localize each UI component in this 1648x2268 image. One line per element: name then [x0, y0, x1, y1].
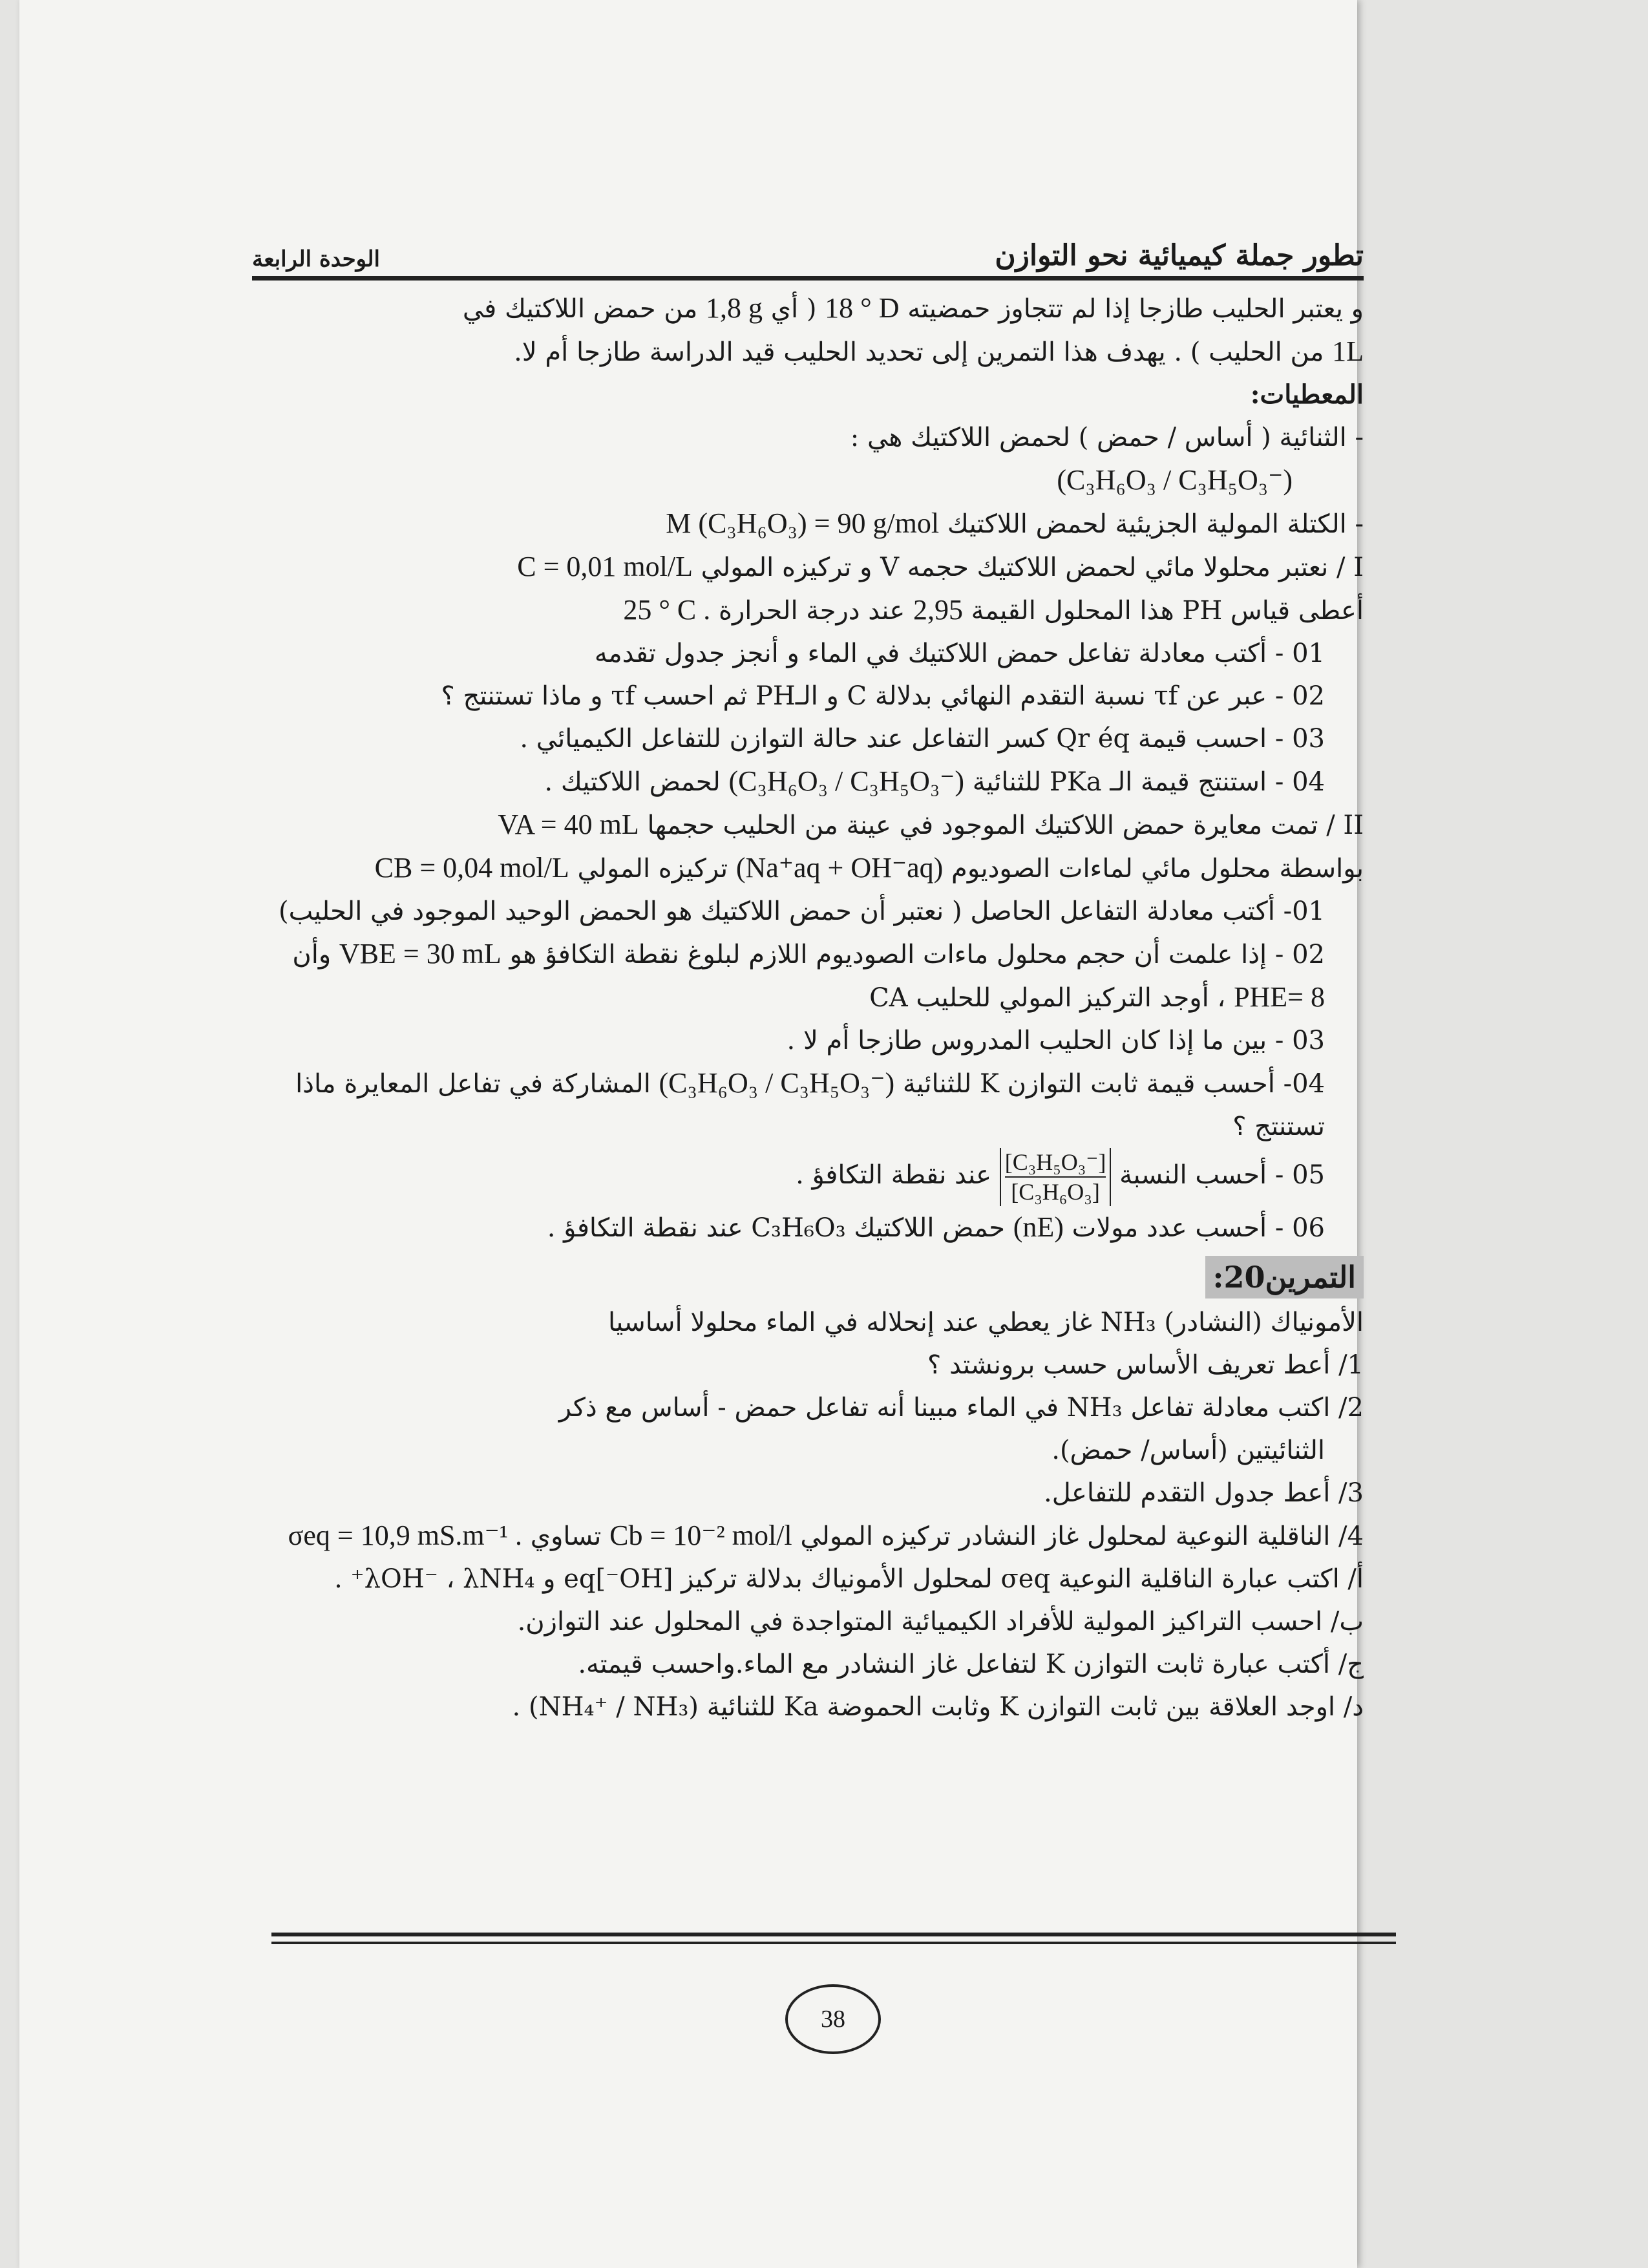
- part2-intro-2: بواسطة محلول مائي لماءات الصوديوم (Na⁺aq + OH⁻aq) تركيزه المولي CB = 0,04 mol/L: [374, 852, 1364, 884]
- part2-question-6: 06 - أحسب عدد مولات (nE) حمض اللاكتيك C₃H₆O₃ عند نقطة التكافؤ .: [547, 1211, 1325, 1243]
- part2-intro: II / تمت معايرة حمض اللاكتيك الموجود في عينة من الحليب حجمها VA = 40 mL: [498, 809, 1364, 840]
- part1-question-2: 02 - عبر عن τf نسبة التقدم النهائي بدلالة C و الـPH ثم احسب τf و ماذا تستنتج ؟: [441, 681, 1325, 711]
- exercise-20-intro: الأمونياك (النشادر) NH₃ غاز يعطي عند إنحلاله في الماء محلولا أساسيا: [608, 1308, 1364, 1337]
- givens-couple-formula: (C₃H₆O₃ / C₃H₅O₃⁻): [1057, 464, 1293, 496]
- document-page: [252, 213, 1364, 1728]
- exercise-20-q2: 2/ اكتب معادلة تفاعل NH₃ في الماء مبينا أنه تفاعل حمض - أساس مع ذكر: [558, 1393, 1364, 1423]
- givens-couple: - الثنائية ( أساس / حمض ) لحمض اللاكتيك هي :: [850, 423, 1364, 452]
- footer-rule-bottom: [271, 1942, 1396, 1944]
- part1-intro: I / نعتبر محلولا مائي لحمض اللاكتيك حجمه V و تركيزه المولي C = 0,01 mol/L: [517, 551, 1364, 582]
- intro-line-2: 1L من الحليب ) . يهدف هذا التمرين إلى تحديد الحليب قيد الدراسة طازجا أم لا.: [514, 335, 1364, 367]
- part2-question-5: 05 - أحسب النسبة $\frac{\text{[C₃H₅O₃⁻]}}{\text{[C₃H₆O₃]}}$ عند نقطة التكافؤ .: [796, 1149, 1325, 1205]
- exercise-20-q2-cont: الثنائيتين (أساس/ حمض).: [1051, 1436, 1325, 1465]
- part1-ph: أعطى قياس PH هذا المحلول القيمة 2,95 عند درجة الحرارة 25 ° C .: [623, 594, 1364, 626]
- header-rule: [252, 276, 1364, 281]
- document-body: [252, 287, 1364, 1728]
- exercise-20-qa: أ/ اكتب عبارة الناقلية النوعية σeq لمحلول الأمونياك بدلالة تركيز [OH⁻]eq و λOH⁻ ، λNH₄⁺ .: [334, 1564, 1364, 1594]
- part2-question-2: 02 - إذا علمت أن حجم محلول ماءات الصوديوم اللازم لبلوغ نقطة التكافؤ هو VBE = 30 mL وأن PHE= 8 ، أوجد التركيز المولي للحليب CA: [292, 938, 1325, 1013]
- part2-question-1: 01- أكتب معادلة التفاعل الحاصل ( نعتبر أن حمض اللاكتيك هو الحمض الوحيد الموجود في الحليب): [278, 896, 1325, 926]
- exercise-20-qc: ج/ أكتب عبارة ثابت التوازن K لتفاعل غاز النشادر مع الماء.واحسب قيمته.: [578, 1649, 1364, 1679]
- chapter-title: تطور جملة كيميائية نحو التوازن: [995, 239, 1364, 272]
- part1-question-1: 01 - أكتب معادلة تفاعل حمض اللاكتيك في الماء و أنجز جدول تقدمه: [594, 639, 1325, 668]
- exercise-20-title: التمرين20:: [1205, 1256, 1364, 1298]
- exercise-20-q1: 1/ أعط تعريف الأساس حسب برونشتد ؟: [927, 1350, 1364, 1380]
- page-header: [252, 213, 1364, 272]
- page-number: 38: [785, 1984, 881, 2054]
- givens-heading: المعطيات:: [1250, 379, 1364, 410]
- unit-label: الوحدة الرابعة: [252, 246, 380, 272]
- givens-molar: - الكتلة المولية الجزيئية لحمض اللاكتيك M (C₃H₆O₃) = 90 g/mol: [666, 507, 1364, 539]
- footer-rule-top: [271, 1933, 1396, 1936]
- part2-question-4: 04- أحسب قيمة ثابت التوازن K للثنائية (C₃H₆O₃ / C₃H₅O₃⁻) المشاركة في تفاعل المعايرة ماذا تستنتج ؟: [295, 1067, 1325, 1141]
- exercise-20-qd: د/ اوجد العلاقة بين ثابت التوازن K وثابت الحموضة Ka للثنائية (NH₄⁺ / NH₃) .: [512, 1692, 1364, 1722]
- exercise-20-qb: ب/ احسب التراكيز المولية للأفراد الكيميائية المتواجدة في المحلول عند التوازن.: [517, 1607, 1364, 1637]
- exercise-20-q3: 3/ أعط جدول التقدم للتفاعل.: [1043, 1478, 1364, 1508]
- exercise-20-q4: 4/ الناقلية النوعية لمحلول غاز النشادر تركيزه المولي Cb = 10⁻² mol/l تساوي σeq = 10,9 mS.m⁻¹ .: [288, 1520, 1364, 1551]
- intro-line-1: و يعتبر الحليب طازجا إذا لم تتجاوز حمضيته 18 ° D ( أي 1,8 g من حمض اللاكتيك في: [462, 292, 1364, 324]
- part1-question-4: 04 - استنتج قيمة الـ PKa للثنائية (C₃H₆O₃ / C₃H₅O₃⁻) لحمض اللاكتيك .: [544, 765, 1325, 797]
- page-footer: [271, 1933, 1396, 1944]
- part2-question-3: 03 - بين ما إذا كان الحليب المدروس طازجا أم لا .: [787, 1026, 1325, 1055]
- part1-question-3: 03 - احسب قيمة Qr éq كسر التفاعل عند حالة التوازن للتفاعل الكيميائي .: [520, 724, 1325, 754]
- ratio-fraction: $\frac{\text{[C₃H₅O₃⁻]}}{\text{[C₃H₆O₃]}}$: [1000, 1148, 1112, 1206]
